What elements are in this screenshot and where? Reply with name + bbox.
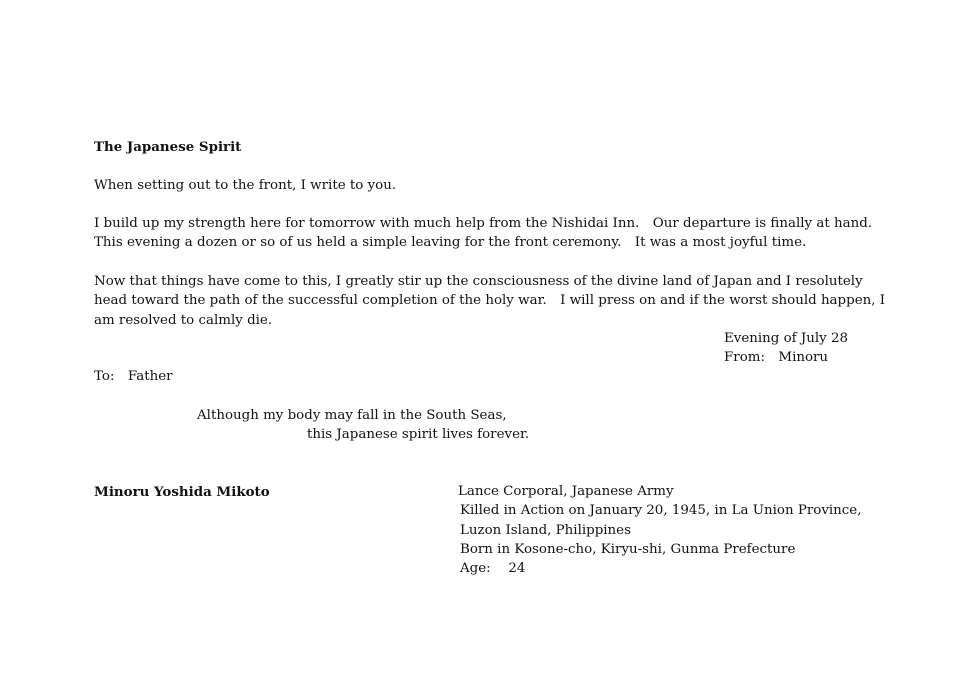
poem-line-1: Although my body may fall in the South Seas, <box>197 408 507 423</box>
letter-opening: When setting out to the front, I write to you. <box>94 178 397 193</box>
paragraph-2-line: head toward the path of the successful completion of the holy war. I will press on and if the worst should happen, I <box>94 293 886 309</box>
paragraph-2-line: Now that things have come to this, I greatly stir up the consciousness of the divine land of Japan and I resolutely <box>94 274 863 289</box>
letter-title: The Japanese Spirit <box>94 139 242 155</box>
author-death-place: Luzon Island, Philippines <box>460 523 631 538</box>
letter-paragraph-2 <box>94 272 884 330</box>
author-rank: Lance Corporal, Japanese Army <box>458 484 674 499</box>
paragraph-1-line: I build up my strength here for tomorrow with much help from the Nishidai Inn. Our departure is finally at hand. <box>94 216 873 231</box>
author-age: Age: 24 <box>460 561 526 576</box>
author-death: Killed in Action on January 20, 1945, in La Union Province, <box>460 503 862 518</box>
author-name: Minoru Yoshida Mikoto <box>94 484 270 500</box>
paragraph-2-line: am resolved to calmly die. <box>94 312 273 328</box>
poem-line-2: this Japanese spirit lives forever. <box>307 427 530 442</box>
letter-recipient: To: Father <box>94 369 173 384</box>
letter-date: Evening of July 28 <box>724 331 849 346</box>
letter-paragraph-1 <box>94 214 884 253</box>
letter-sender: From: Minoru <box>724 350 829 365</box>
author-birthplace: Born in Kosone-cho, Kiryu-shi, Gunma Prefecture <box>460 542 796 557</box>
paragraph-1-line: This evening a dozen or so of us held a simple leaving for the front ceremony. It was a most joyful time. <box>94 235 807 251</box>
